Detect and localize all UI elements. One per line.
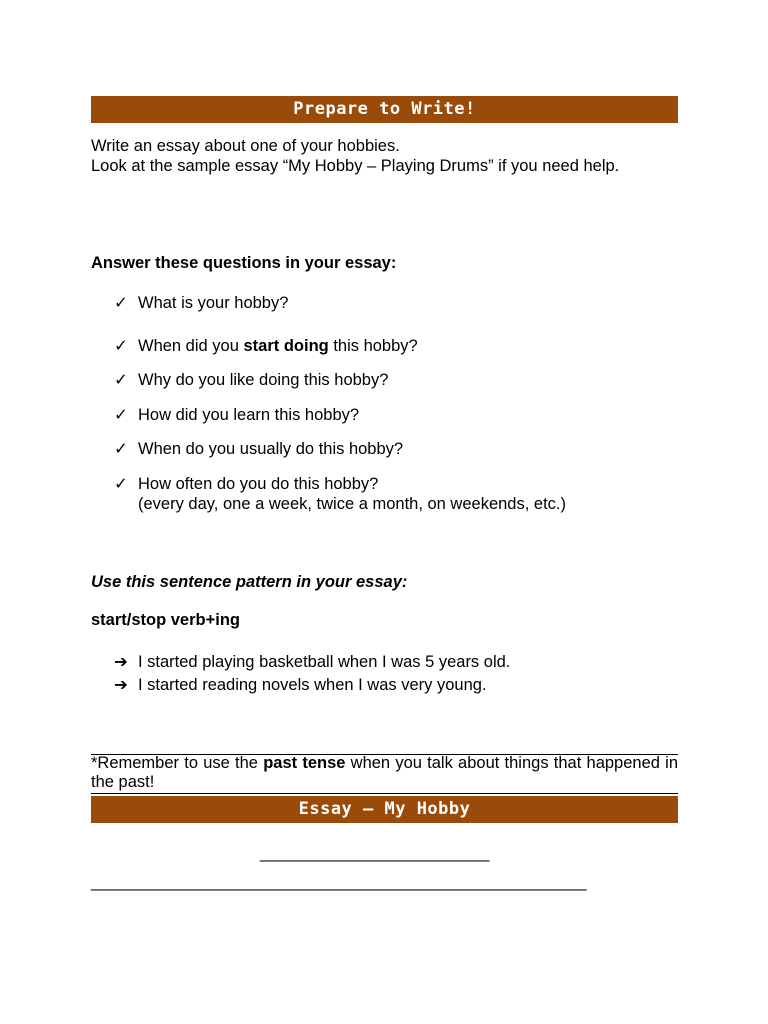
essay-title-blank: _________________________	[260, 844, 490, 862]
divider-line	[91, 793, 678, 794]
check-mark-icon: ✓	[114, 475, 128, 493]
question-text: How did you learn this hobby?	[138, 406, 360, 424]
example-item	[114, 652, 674, 672]
question-emphasis: start doing	[243, 337, 329, 355]
reminder-emphasis: past tense	[263, 754, 346, 772]
example-item	[114, 675, 674, 695]
example-text: I started reading novels when I was very young.	[138, 676, 487, 694]
check-mark-icon: ✓	[114, 371, 128, 389]
essay-title: Essay – My Hobby	[298, 799, 471, 819]
question-text: How often do you do this hobby?	[138, 475, 379, 493]
check-mark-icon: ✓	[114, 294, 128, 312]
pattern-heading: Use this sentence pattern in your essay:	[91, 573, 408, 591]
essay-body-blank: ______________________________________________________	[91, 873, 587, 891]
question-item	[114, 370, 674, 390]
example-text: I started playing basketball when I was 5 years old.	[138, 653, 511, 671]
check-mark-icon: ✓	[114, 440, 128, 458]
question-item	[114, 439, 674, 459]
intro-text	[91, 136, 681, 176]
prepare-banner	[91, 96, 678, 123]
right-arrow-icon: ➔	[114, 676, 128, 694]
question-text: When did you	[138, 337, 244, 355]
right-arrow-icon: ➔	[114, 653, 128, 671]
intro-line-2: Look at the sample essay “My Hobby – Playing Drums” if you need help.	[91, 157, 620, 175]
question-item	[114, 336, 674, 356]
check-mark-icon: ✓	[114, 406, 128, 424]
check-mark-icon: ✓	[114, 337, 128, 355]
question-item	[114, 405, 674, 425]
question-text: this hobby?	[328, 337, 418, 355]
question-hint: (every day, one a week, twice a month, on weekends, etc.)	[138, 495, 566, 513]
question-item	[114, 474, 674, 514]
question-text: What is your hobby?	[138, 294, 289, 312]
question-item	[114, 293, 674, 313]
reminder-text: *Remember to use the	[91, 754, 264, 772]
reminder-note	[91, 754, 683, 792]
questions-heading: Answer these questions in your essay:	[91, 254, 397, 272]
question-text: Why do you like doing this hobby?	[138, 371, 389, 389]
essay-banner	[91, 796, 678, 823]
reminder-text: when you talk about things that happened in the past!	[91, 754, 683, 791]
intro-line-1: Write an essay about one of your hobbies.	[91, 137, 400, 155]
pattern-label: start/stop verb+ing	[91, 611, 240, 629]
question-text: When do you usually do this hobby?	[138, 440, 404, 458]
prepare-title: Prepare to Write!	[293, 99, 476, 119]
